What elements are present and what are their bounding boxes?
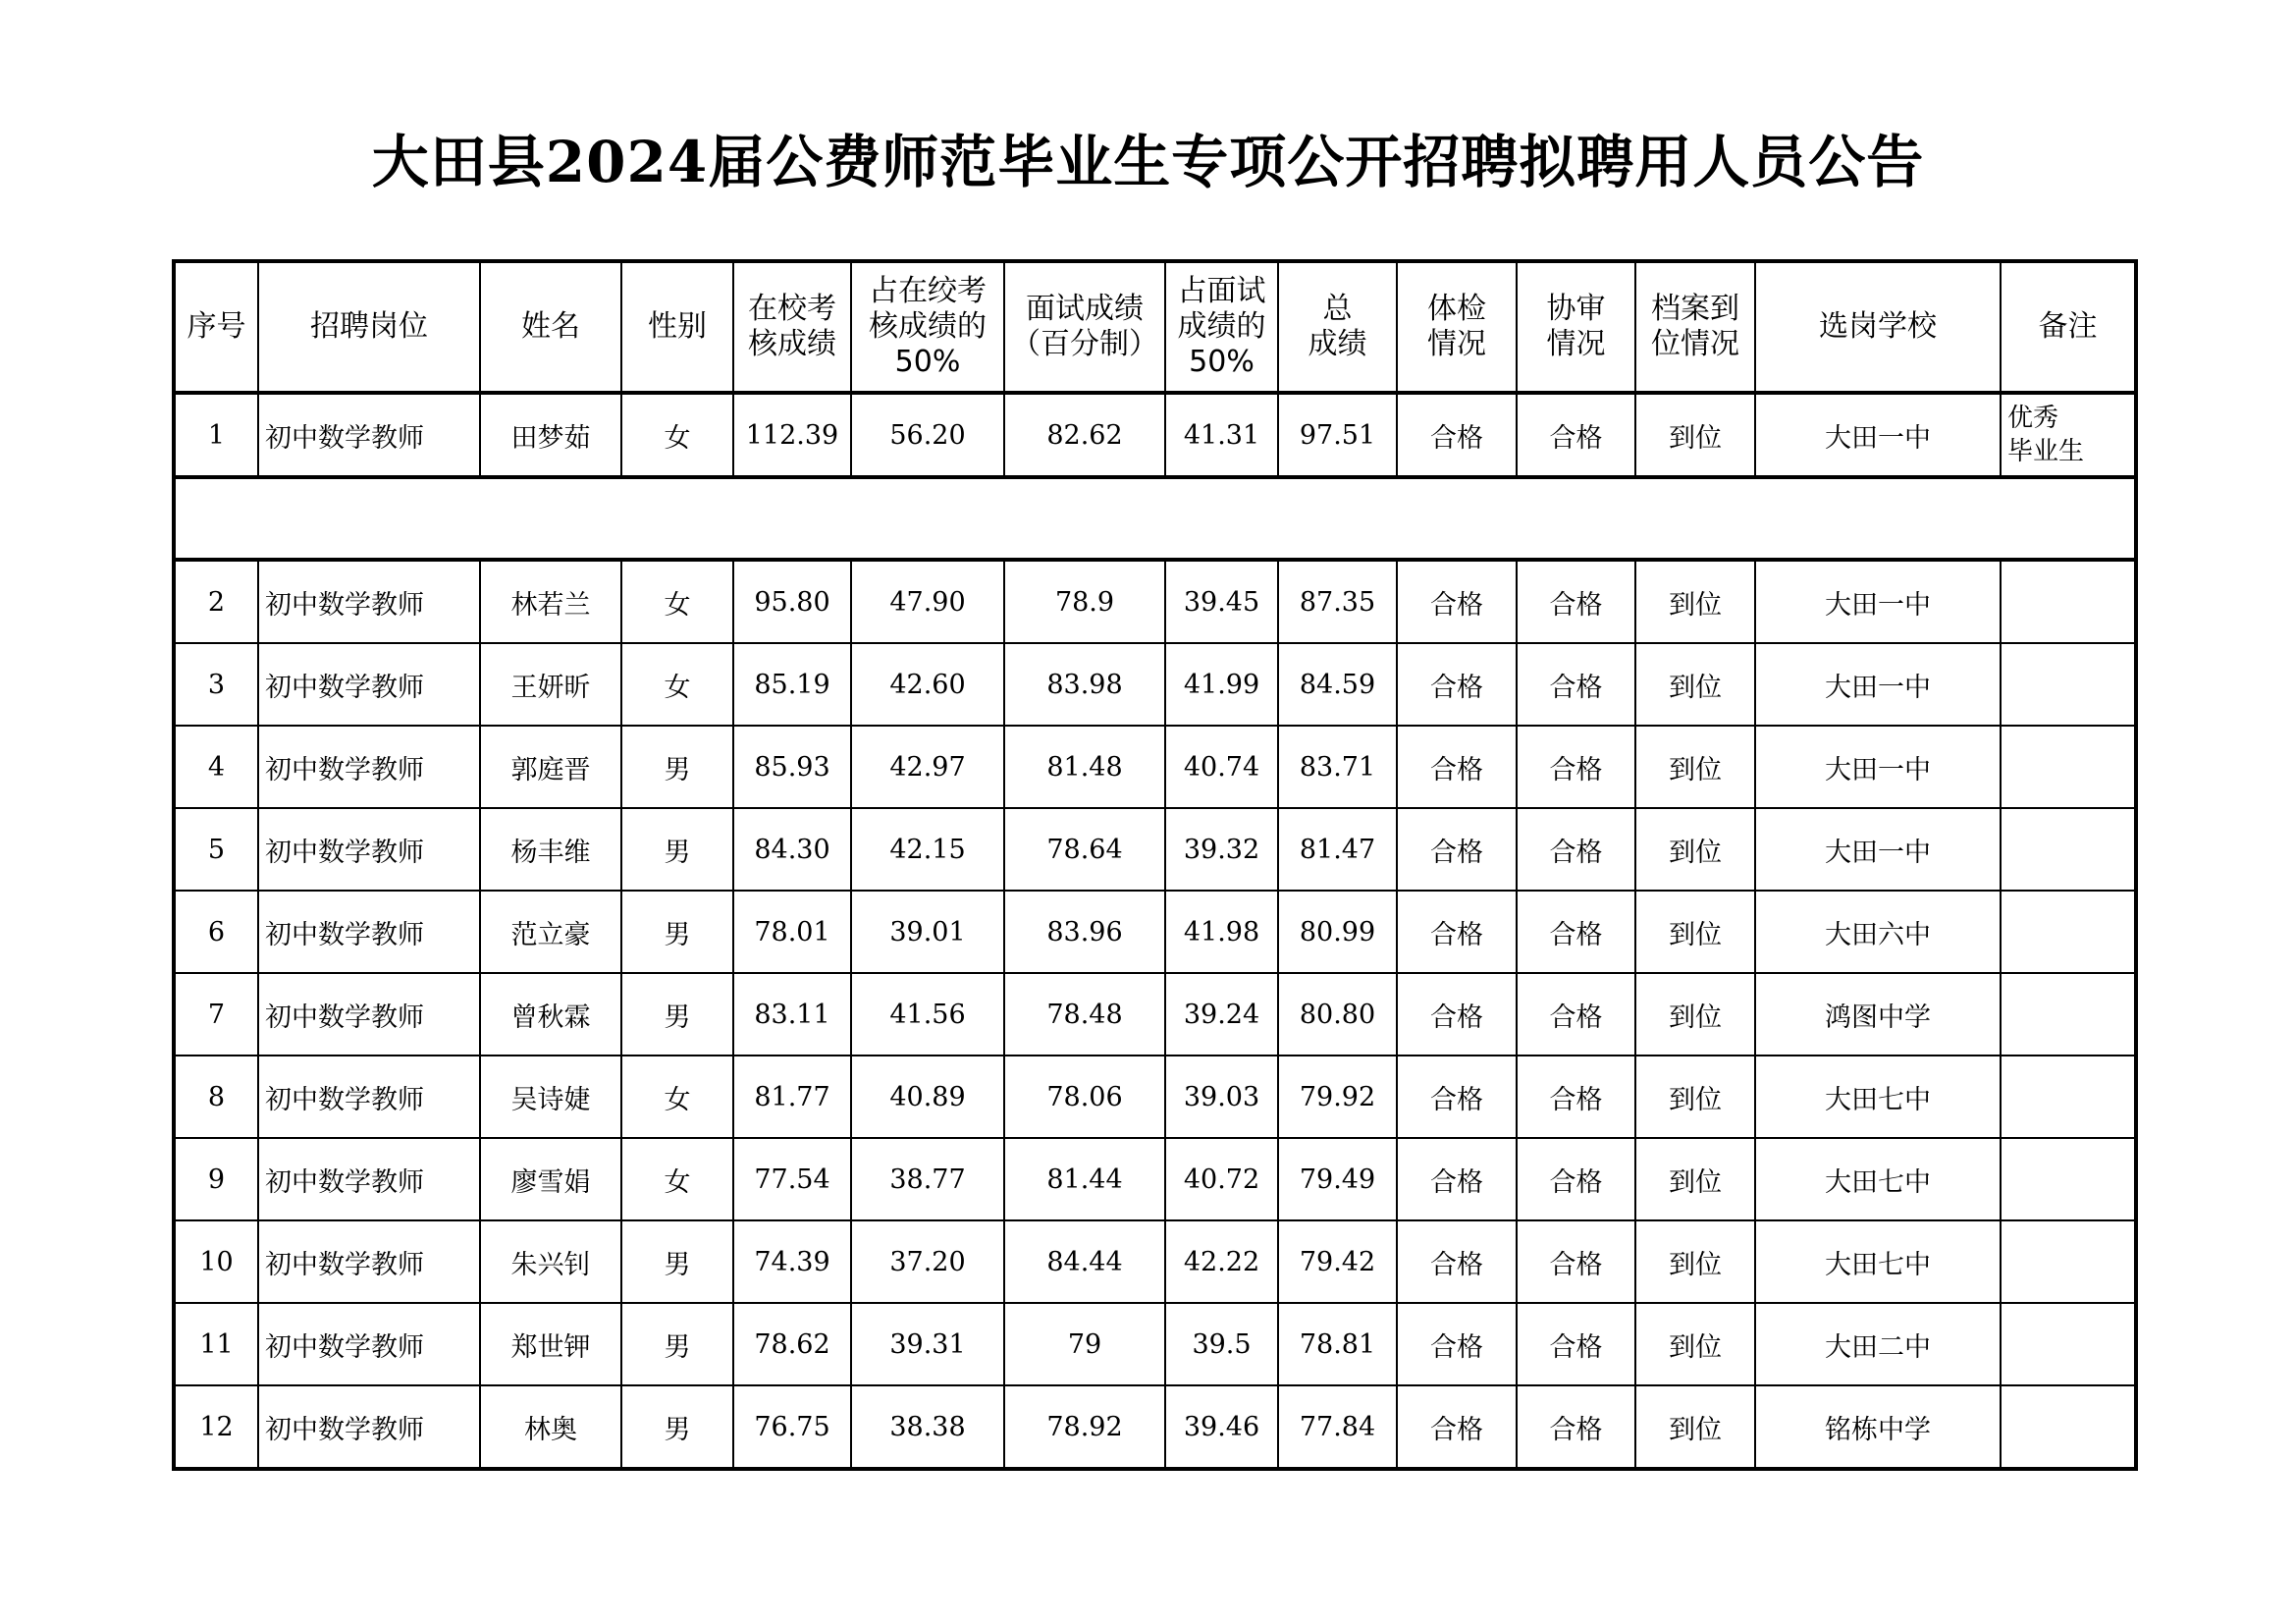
cell-school-score: 84.30: [733, 808, 851, 891]
cell-archive: 到位: [1635, 393, 1755, 477]
cell-total: 79.49: [1278, 1138, 1397, 1220]
cell-seq: 4: [174, 726, 258, 808]
cell-total: 81.47: [1278, 808, 1397, 891]
cell-medical: 合格: [1397, 393, 1517, 477]
cell-interview-pct: 39.5: [1165, 1303, 1278, 1385]
cell-seq: 8: [174, 1056, 258, 1138]
cell-interview-pct: 42.22: [1165, 1220, 1278, 1303]
header-school-pct-line1: 占在绞考: [869, 274, 987, 308]
cell-archive: 到位: [1635, 973, 1755, 1056]
table-row: [174, 1138, 2136, 1220]
cell-total: 79.92: [1278, 1056, 1397, 1138]
cell-medical: 合格: [1397, 1303, 1517, 1385]
cell-name: 郭庭晋: [480, 726, 621, 808]
cell-school-pct: 42.60: [851, 643, 1004, 726]
cell-interview-pct: 41.99: [1165, 643, 1278, 726]
header-seq-label: 序号: [187, 309, 246, 344]
table-row: [174, 973, 2136, 1056]
header-school: [1755, 261, 2001, 393]
cell-total: 87.35: [1278, 560, 1397, 643]
table-row: [174, 726, 2136, 808]
cell-school-score: 112.39: [733, 393, 851, 477]
header-interview: [1004, 261, 1165, 393]
cell-name: 林若兰: [480, 560, 621, 643]
cell-interview: 83.96: [1004, 891, 1165, 973]
cell-school-score: 83.11: [733, 973, 851, 1056]
cell-seq: 2: [174, 560, 258, 643]
cell-gender: 女: [621, 1056, 733, 1138]
header-name-label: 姓名: [521, 309, 580, 344]
header-medical: [1397, 261, 1517, 393]
cell-medical: 合格: [1397, 1138, 1517, 1220]
cell-school-score: 78.62: [733, 1303, 851, 1385]
cell-seq: 12: [174, 1385, 258, 1469]
cell-school-pct: 38.77: [851, 1138, 1004, 1220]
header-gender: [621, 261, 733, 393]
cell-school: 大田二中: [1755, 1303, 2001, 1385]
cell-school-pct: 37.20: [851, 1220, 1004, 1303]
cell-review: 合格: [1517, 1385, 1635, 1469]
cell-school-pct: 42.15: [851, 808, 1004, 891]
cell-interview-pct: 39.46: [1165, 1385, 1278, 1469]
cell-total: 80.80: [1278, 973, 1397, 1056]
cell-medical: 合格: [1397, 643, 1517, 726]
cell-seq: 7: [174, 973, 258, 1056]
cell-note: [2001, 560, 2136, 643]
cell-total: 78.81: [1278, 1303, 1397, 1385]
cell-school-score: 78.01: [733, 891, 851, 973]
cell-school: 鸿图中学: [1755, 973, 2001, 1056]
cell-name: 曾秋霖: [480, 973, 621, 1056]
cell-school: 大田七中: [1755, 1220, 2001, 1303]
cell-gender: 女: [621, 643, 733, 726]
cell-name: 林奥: [480, 1385, 621, 1469]
cell-school-pct: 40.89: [851, 1056, 1004, 1138]
cell-seq: 1: [174, 393, 258, 477]
header-school-score-line1: 在校考: [748, 292, 836, 326]
cell-interview: 79: [1004, 1303, 1165, 1385]
cell-position: 初中数学教师: [258, 643, 480, 726]
cell-gender: 男: [621, 1303, 733, 1385]
cell-interview-pct: 39.24: [1165, 973, 1278, 1056]
cell-archive: 到位: [1635, 1303, 1755, 1385]
header-note-label: 备注: [2038, 309, 2098, 344]
cell-archive: 到位: [1635, 643, 1755, 726]
table-wrapper: [172, 259, 2138, 1471]
cell-school-score: 95.80: [733, 560, 851, 643]
cell-position: 初中数学教师: [258, 973, 480, 1056]
cell-seq: 9: [174, 1138, 258, 1220]
cell-seq: 10: [174, 1220, 258, 1303]
cell-name: 杨丰维: [480, 808, 621, 891]
cell-archive: 到位: [1635, 1056, 1755, 1138]
cell-school-score: 85.19: [733, 643, 851, 726]
cell-position: 初中数学教师: [258, 1303, 480, 1385]
cell-seq: 6: [174, 891, 258, 973]
cell-total: 80.99: [1278, 891, 1397, 973]
cell-school: 大田七中: [1755, 1056, 2001, 1138]
cell-review: 合格: [1517, 1056, 1635, 1138]
header-school-pct-line2: 核成绩的: [869, 309, 987, 344]
cell-archive: 到位: [1635, 726, 1755, 808]
header-name: [480, 261, 621, 393]
cell-review: 合格: [1517, 1220, 1635, 1303]
results-table: [172, 259, 2138, 1471]
table-row: [174, 808, 2136, 891]
cell-gender: 女: [621, 560, 733, 643]
cell-interview: 78.06: [1004, 1056, 1165, 1138]
cell-gender: 女: [621, 1138, 733, 1220]
header-total-line2: 成绩: [1308, 327, 1367, 361]
cell-name: 郑世钾: [480, 1303, 621, 1385]
cell-school: 大田一中: [1755, 643, 2001, 726]
header-position: [258, 261, 480, 393]
table-row: [174, 643, 2136, 726]
cell-position: 初中数学教师: [258, 808, 480, 891]
cell-position: 初中数学教师: [258, 560, 480, 643]
cell-interview: 78.9: [1004, 560, 1165, 643]
header-school-score: [733, 261, 851, 393]
cell-note: [2001, 726, 2136, 808]
header-medical-line2: 情况: [1427, 327, 1486, 361]
cell-interview-pct: 39.03: [1165, 1056, 1278, 1138]
cell-medical: 合格: [1397, 1385, 1517, 1469]
cell-school-pct: 38.38: [851, 1385, 1004, 1469]
cell-archive: 到位: [1635, 808, 1755, 891]
cell-total: 79.42: [1278, 1220, 1397, 1303]
cell-school-pct: 39.01: [851, 891, 1004, 973]
cell-archive: 到位: [1635, 560, 1755, 643]
cell-medical: 合格: [1397, 808, 1517, 891]
cell-note: [2001, 1220, 2136, 1303]
header-school-score-line2: 核成绩: [748, 327, 836, 361]
cell-medical: 合格: [1397, 1056, 1517, 1138]
cell-name: 吴诗婕: [480, 1056, 621, 1138]
cell-review: 合格: [1517, 891, 1635, 973]
cell-gender: 男: [621, 726, 733, 808]
cell-school: 大田七中: [1755, 1138, 2001, 1220]
cell-interview-pct: 39.45: [1165, 560, 1278, 643]
header-gender-label: 性别: [648, 309, 707, 344]
cell-school: 大田一中: [1755, 393, 2001, 477]
cell-note: [2001, 973, 2136, 1056]
cell-interview-pct: 41.31: [1165, 393, 1278, 477]
header-archive-line1: 档案到: [1651, 292, 1739, 326]
cell-interview-pct: 39.32: [1165, 808, 1278, 891]
cell-position: 初中数学教师: [258, 1220, 480, 1303]
cell-medical: 合格: [1397, 973, 1517, 1056]
cell-note-line1: 优秀: [2007, 404, 2059, 433]
cell-school: 大田一中: [1755, 560, 2001, 643]
cell-gender: 男: [621, 808, 733, 891]
cell-name: 范立豪: [480, 891, 621, 973]
cell-note-line2: 毕业生: [2007, 437, 2085, 466]
cell-interview: 83.98: [1004, 643, 1165, 726]
header-seq: [174, 261, 258, 393]
cell-name: 田梦茹: [480, 393, 621, 477]
cell-position: 初中数学教师: [258, 1385, 480, 1469]
cell-review: 合格: [1517, 643, 1635, 726]
header-position-label: 招聘岗位: [310, 309, 428, 344]
cell-school-pct: 39.31: [851, 1303, 1004, 1385]
cell-note: [2001, 1138, 2136, 1220]
cell-archive: 到位: [1635, 891, 1755, 973]
cell-total: 97.51: [1278, 393, 1397, 477]
cell-medical: 合格: [1397, 891, 1517, 973]
cell-position: 初中数学教师: [258, 393, 480, 477]
cell-review: 合格: [1517, 393, 1635, 477]
cell-note: [2001, 1385, 2136, 1469]
header-medical-line1: 体检: [1427, 292, 1486, 326]
table-row: [174, 1385, 2136, 1469]
cell-seq: 3: [174, 643, 258, 726]
cell-review: 合格: [1517, 1138, 1635, 1220]
header-interview-pct-line1: 占面试: [1177, 274, 1266, 308]
header-interview-pct: [1165, 261, 1278, 393]
header-interview-line1: 面试成绩: [1026, 292, 1144, 326]
cell-position: 初中数学教师: [258, 726, 480, 808]
header-review-line2: 情况: [1546, 327, 1606, 361]
cell-seq: 5: [174, 808, 258, 891]
cell-note: [2001, 1056, 2136, 1138]
header-archive: [1635, 261, 1755, 393]
cell-school-pct: 47.90: [851, 560, 1004, 643]
cell-review: 合格: [1517, 808, 1635, 891]
cell-school-score: 77.54: [733, 1138, 851, 1220]
cell-archive: 到位: [1635, 1138, 1755, 1220]
header-row: [174, 261, 2136, 393]
cell-review: 合格: [1517, 1303, 1635, 1385]
header-interview-line2: （百分制）: [1011, 327, 1158, 361]
cell-interview: 78.48: [1004, 973, 1165, 1056]
cell-school-score: 74.39: [733, 1220, 851, 1303]
table-row: [174, 393, 2136, 477]
cell-note: [2001, 891, 2136, 973]
cell-note: [2001, 393, 2136, 477]
table-row: [174, 891, 2136, 973]
cell-school-score: 76.75: [733, 1385, 851, 1469]
table-row: [174, 1056, 2136, 1138]
header-archive-line2: 位情况: [1651, 327, 1739, 361]
cell-interview: 84.44: [1004, 1220, 1165, 1303]
blank-separator-row: [174, 477, 2136, 560]
cell-archive: 到位: [1635, 1385, 1755, 1469]
cell-gender: 女: [621, 393, 733, 477]
cell-school: 铭栋中学: [1755, 1385, 2001, 1469]
cell-review: 合格: [1517, 726, 1635, 808]
header-school-pct: [851, 261, 1004, 393]
table-row: [174, 1220, 2136, 1303]
cell-note: [2001, 643, 2136, 726]
cell-total: 77.84: [1278, 1385, 1397, 1469]
cell-note: [2001, 1303, 2136, 1385]
header-total: [1278, 261, 1397, 393]
cell-position: 初中数学教师: [258, 1056, 480, 1138]
cell-interview: 81.44: [1004, 1138, 1165, 1220]
header-interview-pct-line2: 成绩的: [1177, 309, 1266, 344]
cell-gender: 男: [621, 1220, 733, 1303]
cell-interview-pct: 40.74: [1165, 726, 1278, 808]
cell-position: 初中数学教师: [258, 891, 480, 973]
cell-medical: 合格: [1397, 726, 1517, 808]
cell-school-pct: 41.56: [851, 973, 1004, 1056]
cell-school: 大田一中: [1755, 726, 2001, 808]
cell-position: 初中数学教师: [258, 1138, 480, 1220]
header-interview-pct-line3: 50%: [1189, 345, 1255, 379]
cell-school-pct: 56.20: [851, 393, 1004, 477]
cell-medical: 合格: [1397, 560, 1517, 643]
cell-interview: 78.92: [1004, 1385, 1165, 1469]
blank-separator-cell: [174, 477, 2136, 560]
page-title: 大田县2024届公费师范毕业生专项公开招聘拟聘用人员公告: [371, 129, 1925, 195]
header-school-pct-line3: 50%: [894, 345, 961, 379]
cell-gender: 男: [621, 891, 733, 973]
header-school-label: 选岗学校: [1819, 309, 1937, 344]
header-review: [1517, 261, 1635, 393]
cell-name: 王妍昕: [480, 643, 621, 726]
cell-review: 合格: [1517, 973, 1635, 1056]
cell-name: 廖雪娟: [480, 1138, 621, 1220]
cell-school-score: 81.77: [733, 1056, 851, 1138]
cell-review: 合格: [1517, 560, 1635, 643]
cell-interview: 81.48: [1004, 726, 1165, 808]
table-row: [174, 1303, 2136, 1385]
header-review-line1: 协审: [1546, 292, 1606, 326]
cell-gender: 男: [621, 1385, 733, 1469]
cell-interview: 78.64: [1004, 808, 1165, 891]
cell-gender: 男: [621, 973, 733, 1056]
cell-archive: 到位: [1635, 1220, 1755, 1303]
cell-seq: 11: [174, 1303, 258, 1385]
cell-interview-pct: 41.98: [1165, 891, 1278, 973]
cell-interview: 82.62: [1004, 393, 1165, 477]
cell-school: 大田一中: [1755, 808, 2001, 891]
cell-interview-pct: 40.72: [1165, 1138, 1278, 1220]
cell-school-score: 85.93: [733, 726, 851, 808]
cell-name: 朱兴钊: [480, 1220, 621, 1303]
header-total-line1: 总: [1322, 292, 1353, 326]
cell-school-pct: 42.97: [851, 726, 1004, 808]
cell-total: 83.71: [1278, 726, 1397, 808]
cell-medical: 合格: [1397, 1220, 1517, 1303]
table-row: [174, 560, 2136, 643]
cell-total: 84.59: [1278, 643, 1397, 726]
cell-note: [2001, 808, 2136, 891]
cell-school: 大田六中: [1755, 891, 2001, 973]
header-note: [2001, 261, 2136, 393]
